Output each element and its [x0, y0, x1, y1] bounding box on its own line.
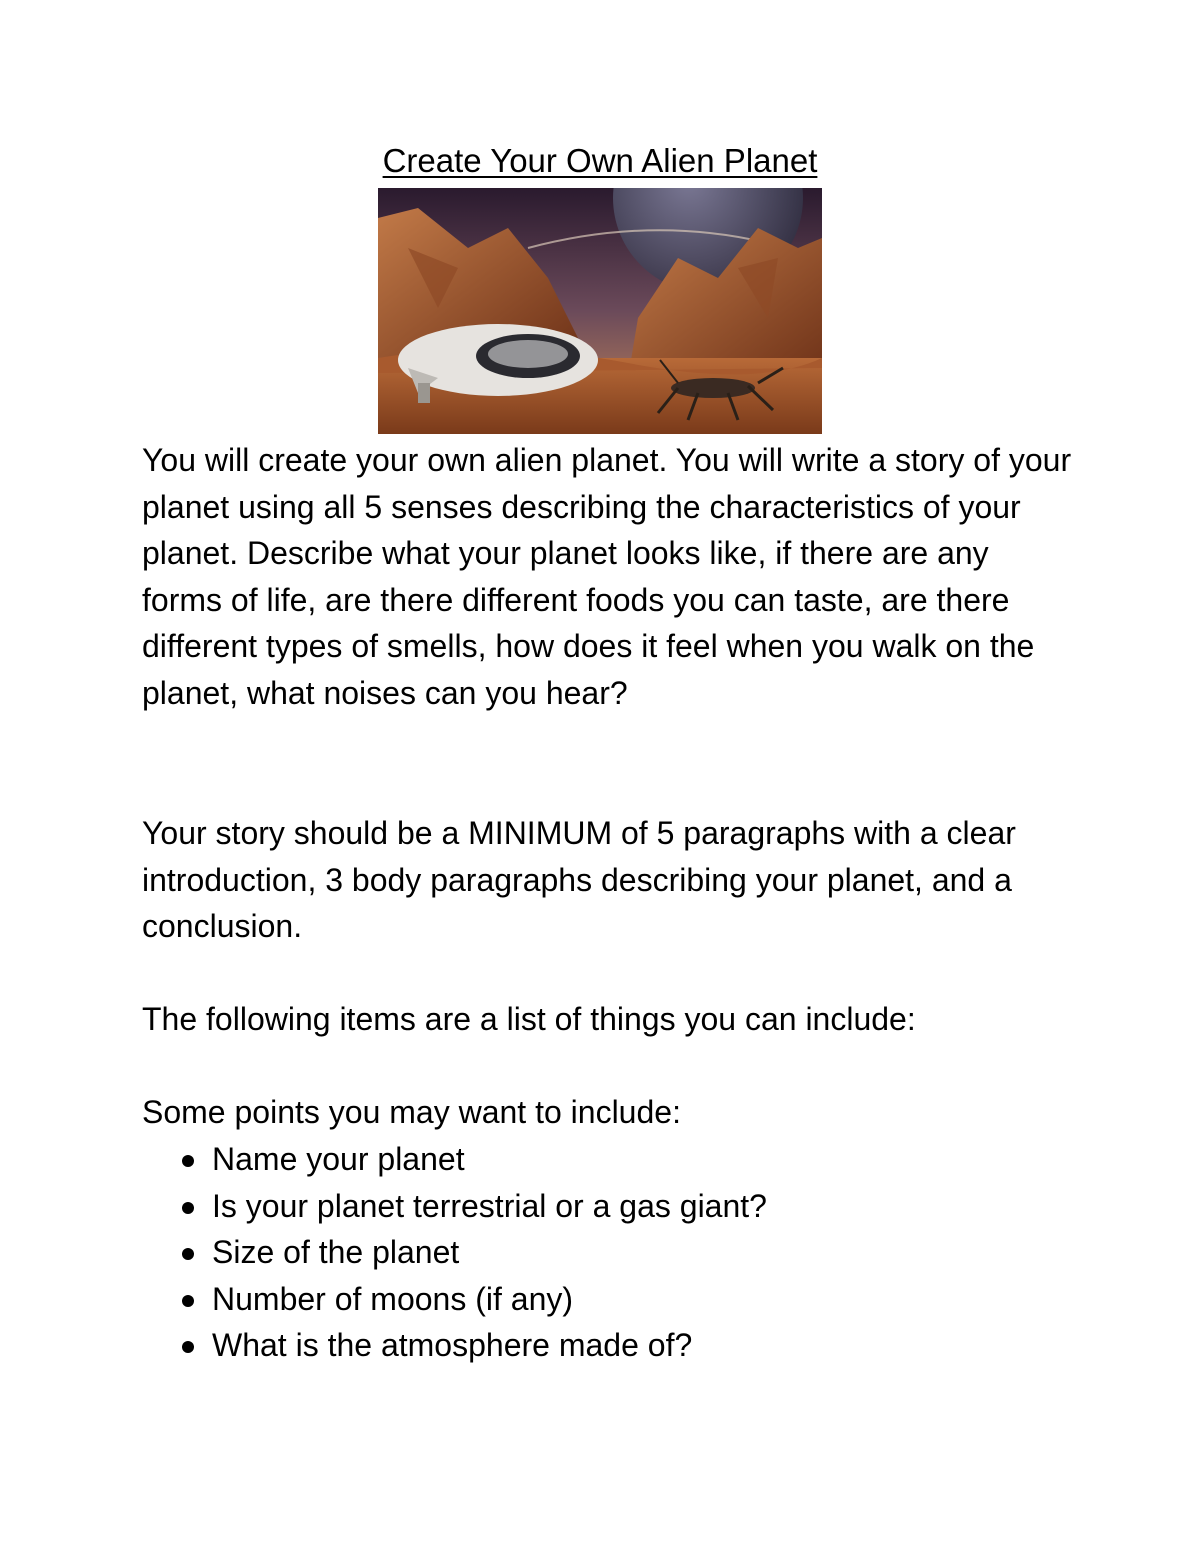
list-intro-paragraph: The following items are a list of things you can include: [142, 1001, 916, 1037]
points-heading: Some points you may want to include: [142, 1094, 681, 1130]
list-item [142, 1276, 1072, 1323]
points-list [142, 1136, 1072, 1369]
alien-planet-image [378, 188, 822, 434]
length-requirement-paragraph: Your story should be a MINIMUM of 5 paragraphs with a clear introduction, 3 body paragraphs describing your planet, and a conclusion. [142, 815, 1016, 944]
list-item-text: What is the atmosphere made of? [212, 1327, 693, 1363]
list-item-text: Number of moons (if any) [212, 1280, 574, 1317]
bullet-icon [182, 1248, 194, 1260]
list-item-text: Name your planet [212, 1141, 465, 1177]
list-item [142, 1183, 1072, 1230]
list-item-text: Is your planet terrestrial or a gas giant? [212, 1187, 767, 1224]
list-item [142, 1136, 1072, 1183]
list-item [142, 1229, 1072, 1276]
page-title: Create Your Own Alien Planet [382, 142, 818, 179]
bullet-icon [182, 1341, 194, 1353]
bullet-icon [182, 1295, 194, 1307]
list-item-text: Size of the planet [212, 1234, 460, 1270]
list-item [142, 1322, 1072, 1369]
intro-paragraph: You will create your own alien planet. You will write a story of your planet using all 5 senses describing the characteristics of your planet. Describe what your planet looks like, if there are any forms of life, are there different foods you can taste, are there different types of smells, how does it feel when you walk on the planet, what noises can you hear? [142, 442, 1072, 711]
bullet-icon [182, 1202, 194, 1214]
bullet-icon [182, 1155, 194, 1167]
